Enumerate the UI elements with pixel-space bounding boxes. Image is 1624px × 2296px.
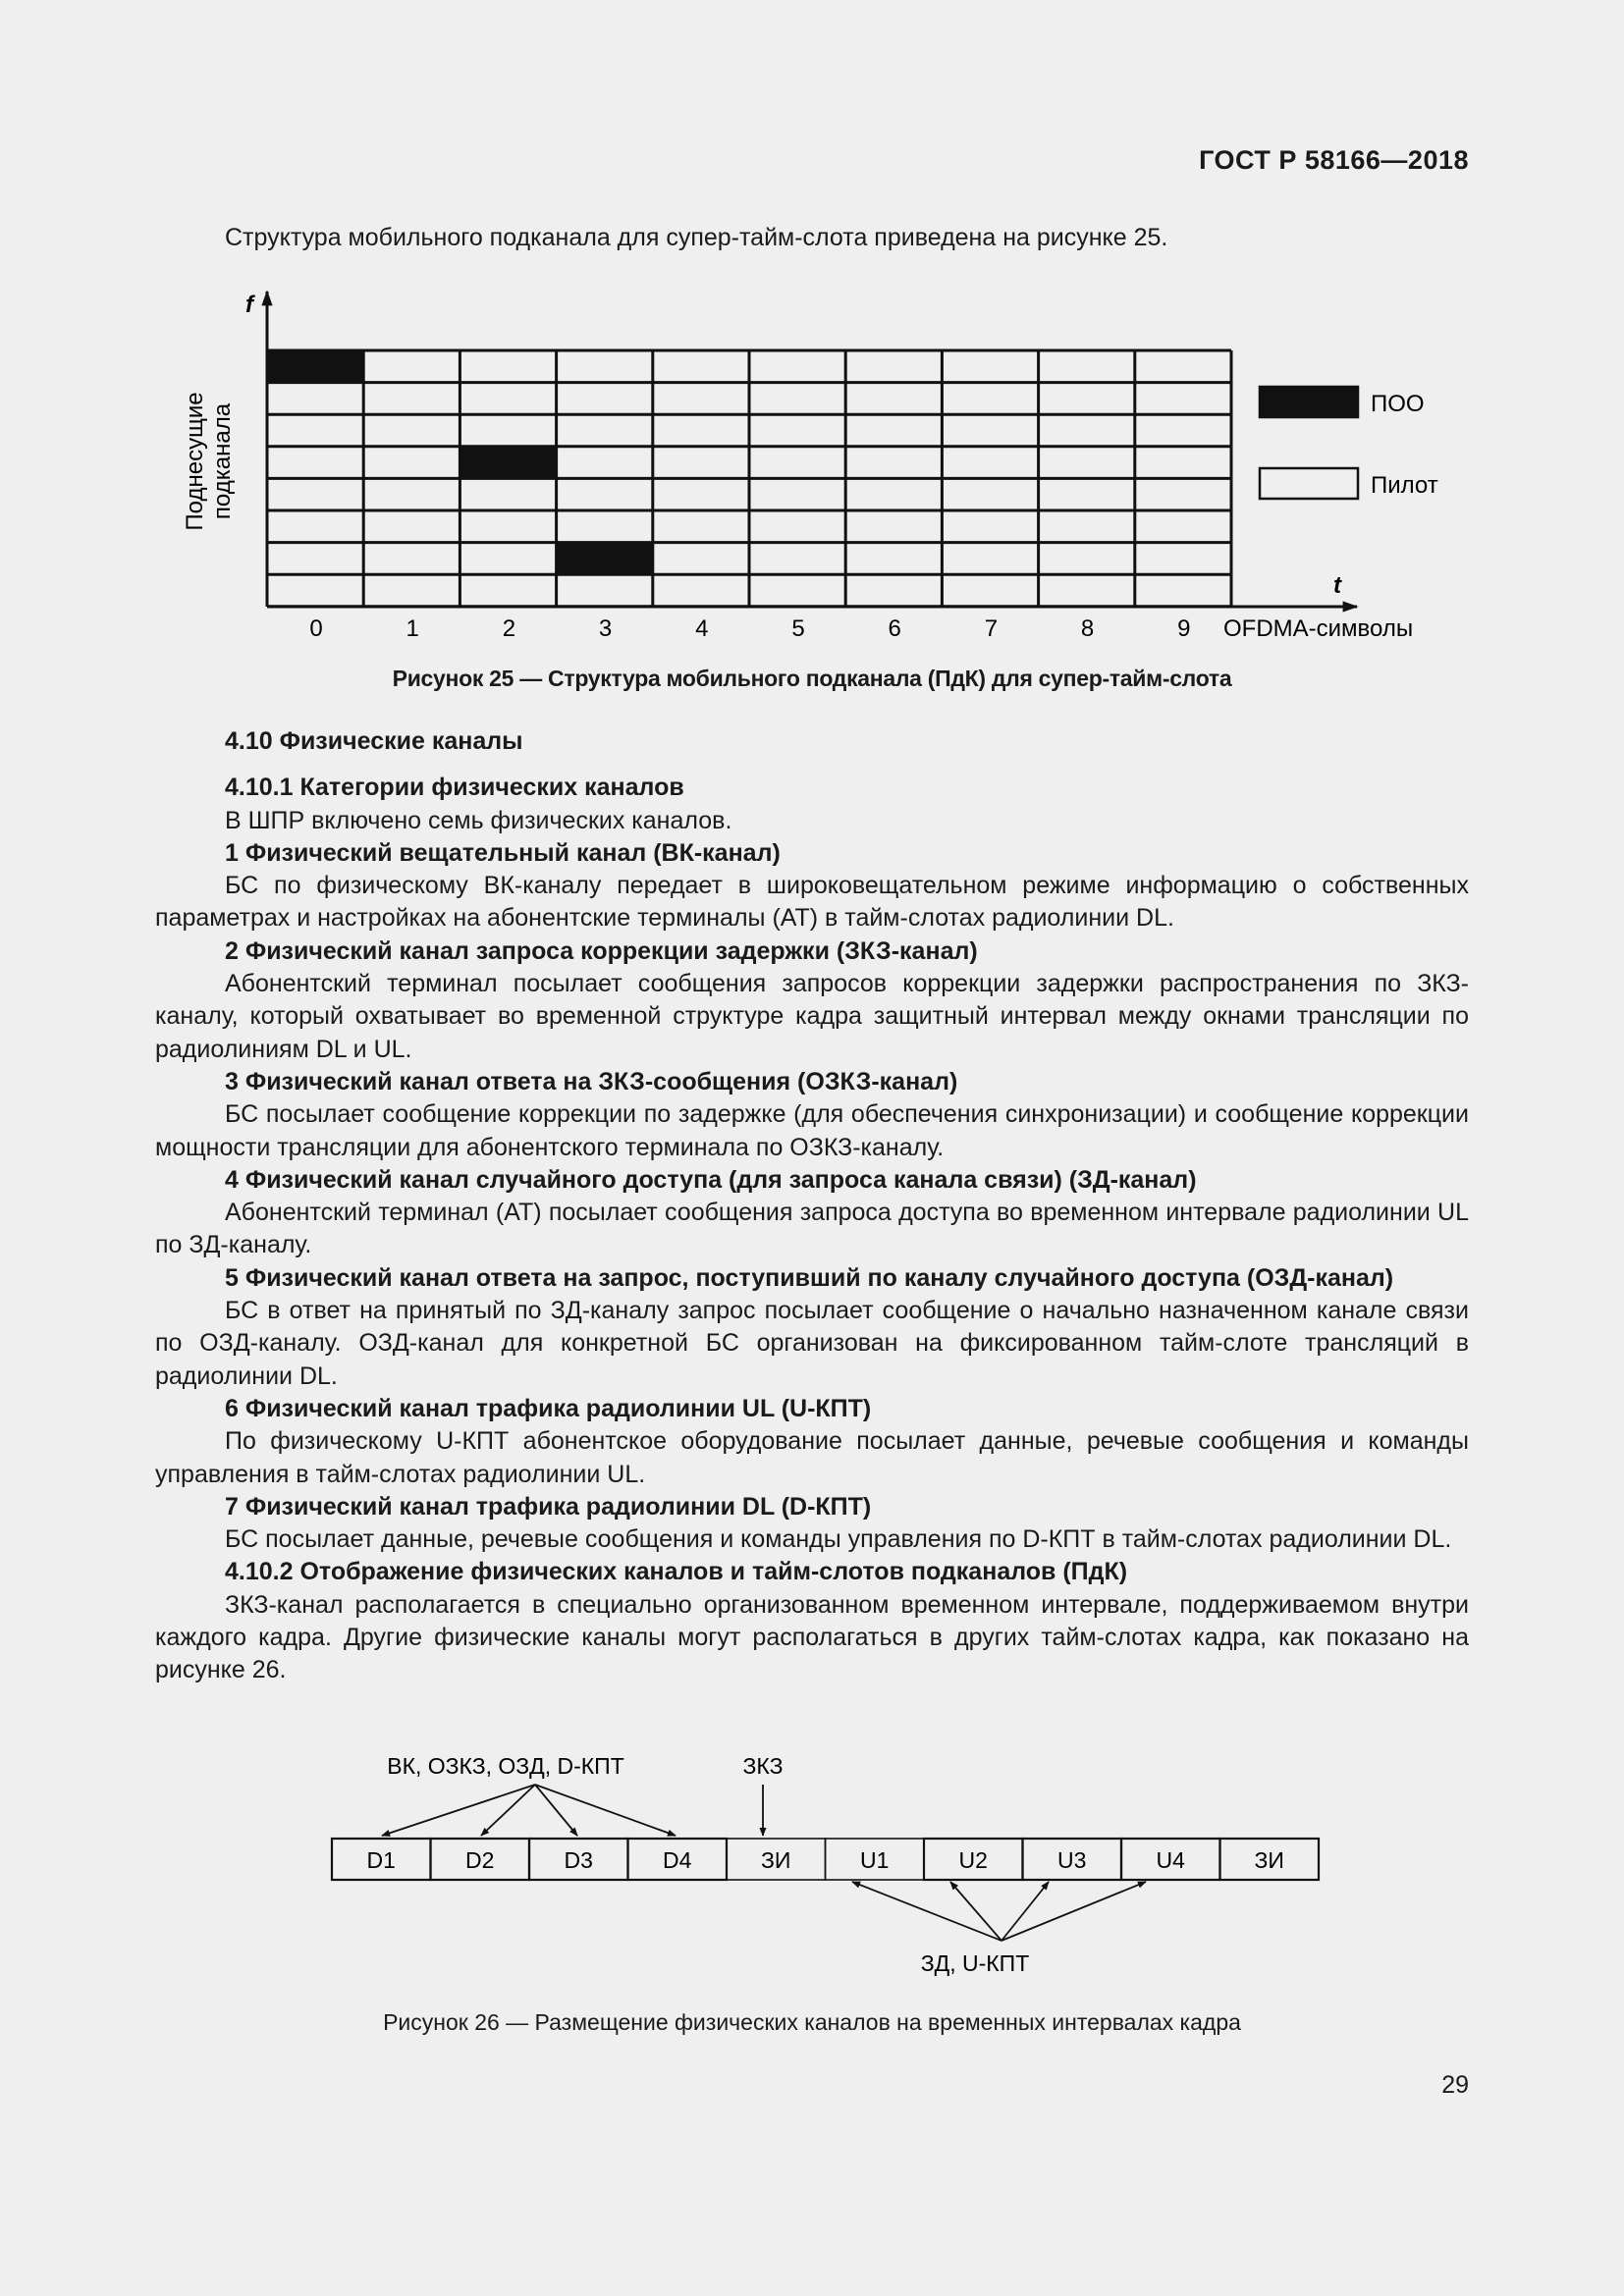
section-heading: 6 Физический канал трафика радиолинии UL (U-КПТ): [225, 1394, 872, 1422]
frame-slot-label: D4: [663, 1847, 692, 1873]
frame-slot-label: ЗИ: [1254, 1847, 1284, 1873]
paragraph: БС по физическому ВК-каналу передает в широковещательном режиме информацию о собственных параметрах и настройках на абонентские терминалы (АТ) в тайм-слотах радиолинии DL.: [155, 872, 1469, 933]
figure-25-caption: Рисунок 25 — Структура мобильного подканала (ПдК) для супер-тайм-слота: [392, 666, 1232, 691]
x-tick-label: 2: [502, 615, 516, 642]
frame-slot-label: U4: [1156, 1847, 1185, 1873]
intro-paragraph: Структура мобильного подканала для супер-тайм-слота приведена на рисунке 25.: [225, 224, 1168, 251]
frame-slot-label: U1: [860, 1847, 890, 1873]
paragraph: ЗКЗ-канал располагается в специально организованном временном интервале, поддерживаемом внутри каждого кадра. Другие физические каналы могут располагаться в других тайм-слотах кадра, как показано на рисунке 26.: [155, 1590, 1469, 1684]
paragraph: В ШПР включено семь физических каналов.: [225, 806, 732, 834]
section-heading: 3 Физический канал ответа на ЗКЗ-сообщения (ОЗКЗ-канал): [225, 1067, 958, 1095]
paragraph: БС посылает данные, речевые сообщения и команды управления по D-КПТ в тайм-слотах радиолинии DL.: [225, 1525, 1452, 1554]
frame-slot-label: U3: [1057, 1847, 1087, 1873]
arrow-to-d2: [481, 1785, 535, 1836]
figure-26-top-left-label: ВК, ОЗКЗ, ОЗД, D-КПТ: [387, 1753, 624, 1779]
figure-26-top-right-label: ЗКЗ: [742, 1753, 784, 1779]
x-tick-label: 3: [598, 615, 613, 642]
x-tick-label: 0: [309, 615, 323, 642]
section-heading: 7 Физический канал трафика радиолинии DL (D-КПТ): [225, 1492, 872, 1521]
arrow-to-u2: [950, 1882, 1001, 1941]
arrow-to-u4: [1001, 1882, 1146, 1941]
filled-cell: [460, 447, 556, 479]
arrow-to-u1: [852, 1882, 1001, 1941]
filled-cell: [557, 543, 653, 575]
body-text: [155, 725, 1469, 1687]
x-tick-label: 9: [1177, 615, 1191, 642]
page-header-standard: ГОСТ Р 58166—2018: [1199, 145, 1469, 175]
y-axis-label-line2: подканала: [209, 402, 236, 520]
figure-25-x-ticks: [309, 615, 1190, 642]
section-heading: 4 Физический канал случайного доступа (для запроса канала связи) (ЗД-канал): [225, 1165, 1197, 1194]
frame-slot-label: D3: [564, 1847, 593, 1873]
section-heading: 4.10.2 Отображение физических каналов и тайм-слотов подканалов (ПдК): [225, 1558, 1128, 1586]
section-heading: 1 Физический вещательный канал (ВК-канал): [225, 838, 781, 867]
legend-filled-swatch: [1260, 387, 1358, 417]
legend-empty-swatch: [1260, 468, 1358, 499]
frame-slot-label: D1: [366, 1847, 396, 1873]
x-tick-label: 1: [406, 615, 419, 642]
section-heading: 2 Физический канал запроса коррекции задержки (ЗКЗ-канал): [225, 936, 978, 965]
x-axis-label: OFDMA-символы: [1223, 615, 1414, 642]
frame-slot-label: ЗИ: [761, 1847, 791, 1873]
paragraph: БС посылает сообщение коррекции по задержке (для обеспечения синхронизации) и сообщение коррекции мощности трансляции для абонентского терминала по ОЗКЗ-каналу.: [155, 1100, 1469, 1161]
figure-26-caption: Рисунок 26 — Размещение физических каналов на временных интервалах кадра: [383, 2009, 1241, 2035]
legend-filled-label: ПОО: [1371, 391, 1425, 417]
figure-26: [332, 1753, 1319, 1976]
x-tick-label: 6: [888, 615, 901, 642]
paragraph: Абонентский терминал (АТ) посылает сообщения запроса доступа во временном интервале радиолинии UL по ЗД-каналу.: [155, 1199, 1469, 1259]
f-axis-label: f: [245, 292, 253, 318]
y-axis-label: [182, 392, 236, 530]
y-axis-label-line1: Поднесущие: [182, 392, 208, 531]
x-tick-label: 7: [984, 615, 999, 642]
frame-slot-label: U2: [958, 1847, 988, 1873]
figure-25: [182, 292, 1438, 642]
section-heading: 5 Физический канал ответа на запрос, поступивший по каналу случайного доступа (ОЗД-канал): [225, 1263, 1394, 1292]
filled-cell: [267, 350, 363, 383]
x-tick-label: 8: [1080, 615, 1095, 642]
paragraph: По физическому U-КПТ абонентское оборудование посылает данные, речевые сообщения и команды управления в тайм-слотах радиолинии UL.: [155, 1427, 1469, 1488]
paragraph: БС в ответ на принятый по ЗД-каналу запрос посылает сообщение о начально назначенном канале связи по ОЗД-каналу. ОЗД-канал для конкретной БС организован на фиксированном тайм-слоте трансляций в радиолинии DL.: [155, 1297, 1469, 1390]
arrow-to-d1: [382, 1785, 535, 1836]
x-tick-label: 5: [791, 615, 805, 642]
section-heading: 4.10.1 Категории физических каналов: [225, 774, 684, 802]
page-number: 29: [1441, 2071, 1469, 2099]
section-heading: 4.10 Физические каналы: [225, 727, 523, 755]
legend-empty-label: Пилот: [1371, 472, 1438, 499]
figure-25-grid: [267, 350, 1231, 607]
figure-26-slots: [332, 1839, 1319, 1880]
figure-26-bottom-label: ЗД, U-КПТ: [920, 1950, 1030, 1976]
paragraph: Абонентский терминал посылает сообщения запросов коррекции задержки распространения по ЗКЗ-каналу, который охватывает во временной структуре кадра защитный интервал между окнами трансляции по радиолиниям DL и UL.: [155, 970, 1469, 1063]
t-axis-label: t: [1333, 572, 1341, 599]
frame-slot-label: D2: [465, 1847, 495, 1873]
x-tick-label: 4: [695, 615, 709, 642]
